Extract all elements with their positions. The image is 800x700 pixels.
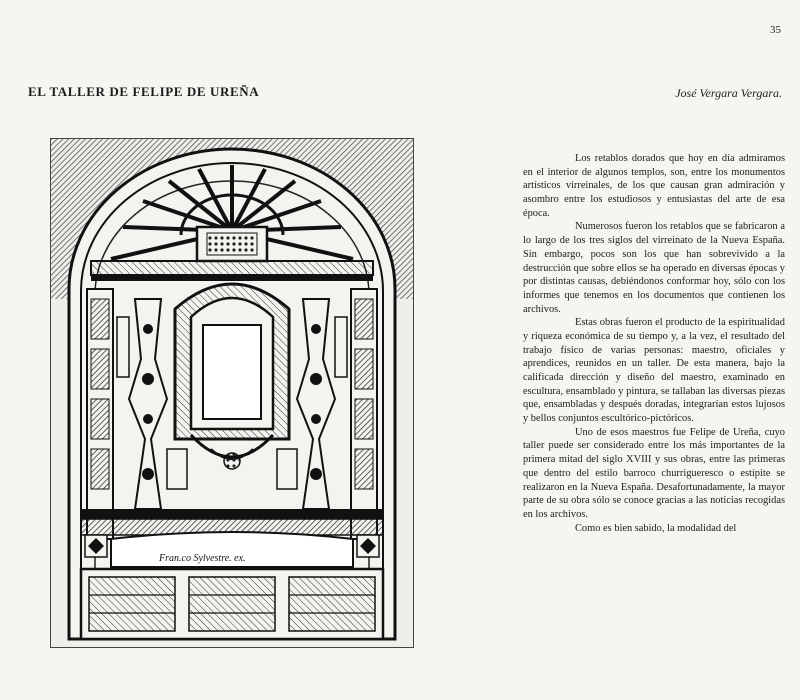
paragraph: Numerosos fueron los retablos que se fabricaron a lo largo de los tres siglos del virreinato de la Nueva España. Sin embargo, pocos son los que han sobrevivido a la destrucción que sobre ellos se ha operado en diversas épocas y por distintas causas, debiéndonos conformar hoy, sólo con los informes que tenemos en los documentos que contienen los archivos. bbox=[523, 221, 785, 315]
paragraph: Como es bien sabido, la modalidad del bbox=[575, 522, 737, 534]
paragraph: Uno de esos maestros fue Felipe de Ureña, cuyo taller puede ser considerado entre los más importantes de la primera mitad del siglo XVIII y sus obras, entre las primeras que dentro del estilo barroco churrigueresco o estípite se realizaron en la Nueva España. Desafortunadamente, la mayor parte de su obra sólo se conoce gracias a las noticias recogidas en los archivos. bbox=[523, 426, 785, 520]
paragraph: Los retablos dorados que hoy en día admiramos en el interior de algunos templos, son, entre los monumentos artísticos virreinales, de los que causan gran admiración y asombro entre los estudiosos y entusiastas del arte de esa época. bbox=[523, 153, 785, 219]
page-number: 35 bbox=[770, 24, 781, 36]
author-name: José Vergara Vergara. bbox=[675, 86, 782, 100]
article-body bbox=[523, 152, 785, 698]
article-title: EL TALLER DE FELIPE DE UREÑA bbox=[28, 84, 260, 99]
retablo-illustration bbox=[51, 139, 413, 647]
paragraph: Estas obras fueron el producto de la espiritualidad y riqueza económica de su tiempo y, a la vez, el resultado del trabajo físico de varias personas: maestro, oficiales y aprendices, reunidos en un taller. De esta manera, bajo la calificada dirección y diseño del maestro, examinado en escultura, ensamblado y pintura, se tallaban las diversas piezas que, ensambladas y después doradas, integrarían estos lujosos y bellos conjuntos escultórico-pictóricos. bbox=[523, 317, 785, 425]
engraver-signature: Fran.co Sylvestre. ex. bbox=[159, 553, 246, 564]
retablo-engraving bbox=[50, 138, 414, 648]
